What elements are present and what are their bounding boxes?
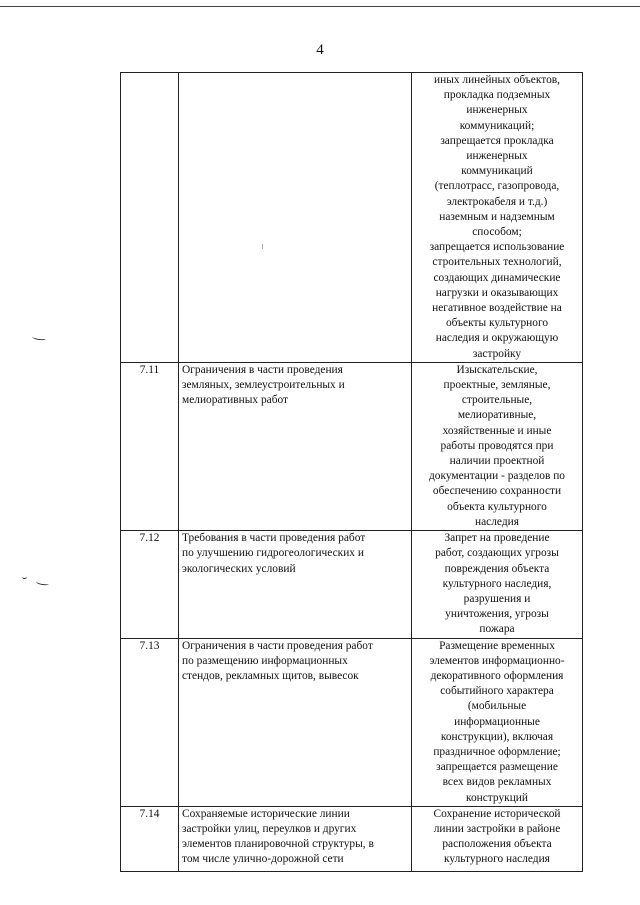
requirement-line: инженерных [466, 150, 528, 163]
scan-mark [36, 579, 50, 586]
row-number: 7.12 [139, 532, 160, 545]
restriction-name-cell [179, 73, 412, 363]
top-border-line [0, 6, 640, 7]
requirement-line: способом; [472, 226, 522, 239]
restriction-name-cell [179, 362, 412, 530]
requirement-cell [412, 531, 583, 638]
requirement-line: пожара [479, 623, 515, 636]
requirement-line: (теплотрасс, газопровода, [434, 180, 560, 193]
table-row [121, 638, 583, 806]
restriction-name-line: том числе улично-дорожной сети [182, 853, 344, 866]
table-row [121, 531, 583, 638]
row-number-cell [121, 73, 179, 363]
requirement-line: объекта культурного [447, 500, 547, 513]
row-number: 7.11 [139, 363, 160, 376]
requirement-line: негативное воздействие на [432, 302, 562, 315]
requirement-line: информационные [454, 715, 540, 728]
requirement-line: прокладка подземных [443, 89, 551, 102]
requirement-line: культурного наследия, [442, 577, 552, 590]
row-number: 7.13 [139, 639, 160, 652]
requirement-line: запрещается прокладка [440, 134, 554, 147]
requirement-line: всех видов рекламных [442, 776, 552, 789]
restriction-name-line: Ограничения в части проведения работ [182, 639, 373, 652]
requirement-line: создающих динамические [433, 271, 561, 284]
restriction-name-cell [179, 638, 412, 806]
restriction-name-line: земляных, землеустроительных и [182, 379, 345, 392]
requirement-line: Размещение временных [439, 639, 555, 652]
requirement-line: объекты культурного [445, 317, 549, 330]
table-row [121, 73, 583, 363]
row-number-cell [121, 362, 179, 530]
requirement-line: обеспечению сохранности [432, 485, 562, 498]
restriction-name-line: мелиоративных работ [182, 394, 289, 407]
requirement-cell [412, 806, 583, 871]
requirement-line: Изыскательские, [456, 363, 538, 376]
requirement-line: наследия [475, 515, 519, 528]
requirement-line: документации - разделов по [428, 470, 565, 483]
restriction-name-line: застройки улиц, переулков и других [182, 822, 357, 835]
requirement-line: запрещается размещение [436, 761, 558, 774]
requirement-line: конструкций [466, 791, 528, 804]
requirement-line: разрушения и [463, 592, 531, 605]
requirement-line: элементов информационно- [429, 654, 565, 667]
requirement-line: электрокабеля и т.д.) [446, 195, 548, 208]
restriction-name-line: по улучшению гидрогеологических и [182, 547, 364, 560]
table-row [121, 362, 583, 530]
requirement-line: наличии проектной [449, 455, 545, 468]
requirement-line: коммуникаций; [459, 119, 535, 132]
requirement-line: культурного наследия [444, 853, 550, 866]
row-number-cell [121, 531, 179, 638]
requirement-line: проектные, земляные, [443, 379, 551, 392]
scan-mark [22, 574, 27, 579]
requirement-line: конструкции), включая [440, 730, 554, 743]
requirement-line: наземным и надземным [439, 210, 555, 223]
requirement-line: мелиоративные, [457, 409, 537, 422]
page-number: 4 [316, 42, 324, 58]
restriction-name-line: по размещению информационных [182, 654, 348, 667]
requirement-line: инженерных [466, 104, 528, 117]
requirement-line: праздничное оформление; [433, 745, 561, 758]
requirement-cell [412, 638, 583, 806]
restriction-name-cell [179, 531, 412, 638]
restrictions-table [120, 72, 583, 872]
requirement-line: иных линейных объектов, [434, 74, 560, 86]
requirement-line: нагрузки и оказывающих [435, 286, 559, 299]
row-number: 7.14 [139, 807, 160, 820]
restriction-name-line: Ограничения в части проведения [182, 363, 343, 376]
requirement-line: коммуникаций [461, 165, 533, 178]
restriction-name-line: экологических условий [182, 562, 296, 575]
requirement-line: декоративного оформления [430, 669, 564, 682]
scan-mark [32, 334, 47, 341]
restriction-name-line: Сохраняемые исторические линии [182, 807, 350, 820]
row-number-cell [121, 638, 179, 806]
requirement-line: уничтожения, угрозы [445, 608, 549, 621]
row-number-cell [121, 806, 179, 871]
requirement-cell [412, 362, 583, 530]
requirement-line: Сохранение исторической [433, 807, 561, 820]
requirement-line: застройку [472, 347, 522, 360]
requirement-line: наследия и окружающую [435, 332, 559, 345]
requirement-line: (мобильные [467, 700, 527, 713]
requirement-line: строительные, [461, 394, 533, 407]
restriction-name-line: Требования в части проведения работ [182, 532, 366, 545]
requirement-line: запрещается использование [429, 241, 565, 254]
requirement-line: событийного характера [440, 685, 554, 698]
requirement-line: Запрет на проведение [444, 532, 550, 545]
restriction-name-cell [179, 806, 412, 871]
requirement-cell [412, 73, 583, 363]
requirement-line: строительных технологий, [432, 256, 562, 269]
requirement-line: повреждения объекта [444, 562, 550, 575]
restriction-name-line: стендов, рекламных щитов, вывесок [182, 669, 359, 682]
table-row [121, 806, 583, 871]
requirement-line: работ, создающих угрозы [435, 547, 559, 560]
requirement-line: работы проводятся при [440, 439, 554, 452]
requirement-line: расположения объекта [442, 838, 552, 851]
requirement-line: линии застройки в районе [433, 822, 561, 835]
table-body [121, 73, 583, 872]
requirement-line: хозяйственные и иные [442, 424, 552, 437]
restriction-name-line: элементов планировочной структуры, в [182, 838, 374, 851]
